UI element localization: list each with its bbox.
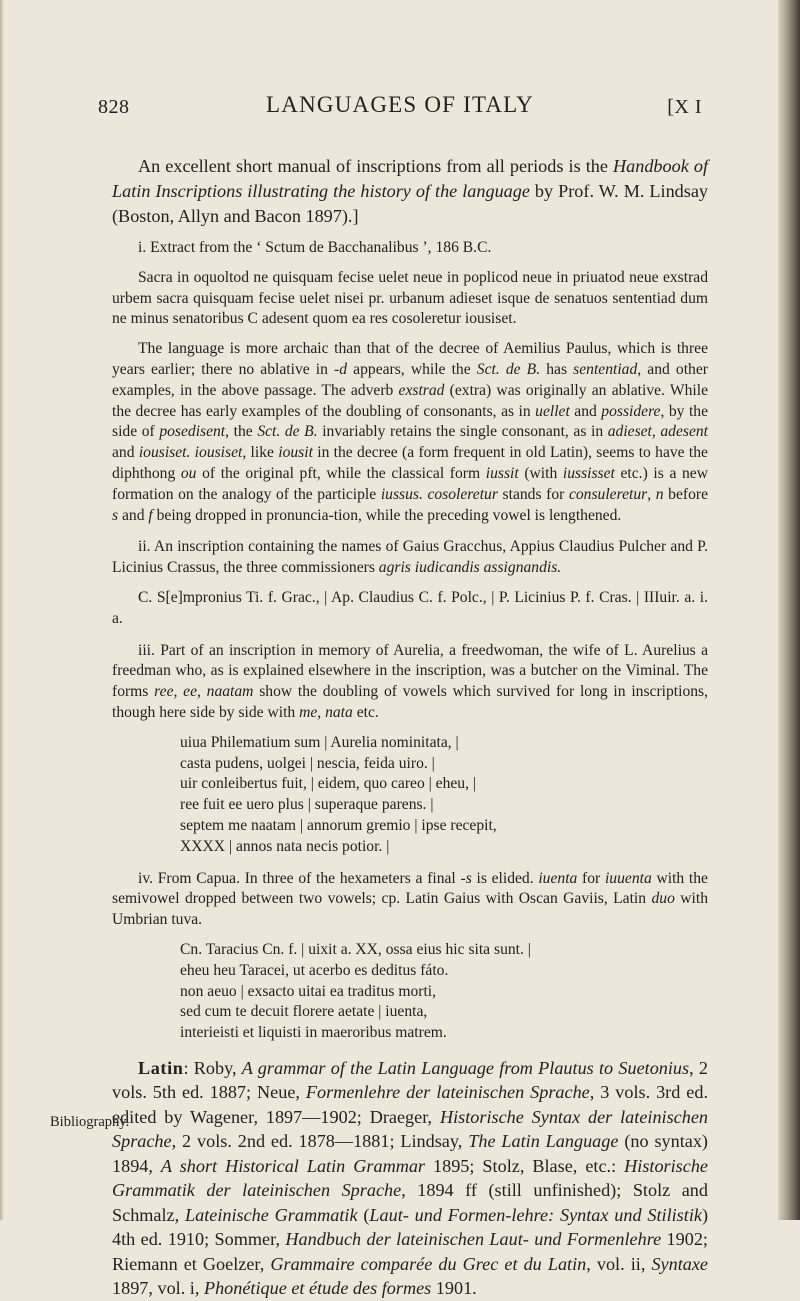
verse-line: uiua Philematium sum | Aurelia nominitata, | [180, 733, 459, 751]
verse-line: eheu heu Taracei, ut acerbo es deditus fáto. [180, 961, 449, 979]
verse-line: interieisti et liquisti in maeroribus matrem. [180, 1024, 447, 1042]
item-4-description: iv. From Capua. In three of the hexameters a final -s is elided. iuenta for iuuenta with the semivowel dropped between two vowels; cp. Latin Gaius with Oscan Gaviis, Latin duo with Umbrian tuva. [112, 869, 708, 929]
verse-line: ree fuit ee uero plus | superaque parens. | [180, 796, 434, 814]
verse-line: Cn. Taracius Cn. f. | uixit a. XX, ossa eius hic sita sunt. | [180, 940, 531, 958]
item-2-description: ii. An inscription containing the names of Gaius Gracchus, Appius Claudius Pulcher and P. Licinius Crassus, the three commissioners agris iudicandis assignandis. [112, 538, 708, 577]
verse-line: casta pudens, uolgei | nescia, feida uiro. | [180, 754, 435, 772]
running-header [98, 92, 702, 128]
intro-paragraph: An excellent short manual of inscriptions from all periods is the Handbook of Latin Inscriptions illustrating the history of the language by Prof. W. M. Lindsay (Boston, Allyn and Bacon 1897).] [112, 156, 709, 226]
verse-line: uir conleibertus fuit, | eidem, quo careo | eheu, | [180, 775, 477, 793]
book-spine-shadow [778, 0, 800, 1220]
verse-line: septem me naatam | annorum gremio | ipse recepit, [180, 816, 497, 834]
verse-line: non aeuo | exsacto uitai ea traditus morti, [180, 982, 437, 1000]
item-1-heading: i. Extract from the ‘ Sctum de Bacchanalibus ’, 186 B.C. [138, 239, 492, 256]
item-3-description: iii. Part of an inscription in memory of Aurelia, a freedwoman, the wife of L. Aurelius a freedman who, as is explained elsewhere in the inscription, was a butcher on the Viminal. The forms ree, ee, naatam show the doubling of vowels which survived for long in inscriptions, though here side by side with me, nata etc. [112, 641, 708, 721]
page-number: 828 [98, 96, 130, 118]
bibliography-heading: Latin [138, 1057, 184, 1078]
verse-line: XXXX | annos nata necis potior. | [180, 837, 390, 855]
running-title: LANGUAGES OF ITALY [266, 92, 534, 117]
item-2-inscription: C. S[e]mpronius Ti. f. Grac., | Ap. Claudius C. f. Polc., | P. Licinius P. f. Cras. | IIIuir. a. i. a. [112, 588, 708, 627]
bibliography-paragraph: Latin: Roby, A grammar of the Latin Language from Plautus to Suetonius, 2 vols. 5th ed. 1887; Neue, Formenlehre der lateinischen Sprache, 3 vols. 3rd ed. edited by Wagener, 1897—1902; Draeger, Historische Syntax der lateinischen Sprache, 2 vols. 2nd ed. 1878—1881; Lindsay, The Latin Language (no syntax) 1894, A short Historical Latin Grammar 1895; Stolz, Blase, etc.: Historische Grammatik der lateinischen Sprache, 1894 ff (still unfinished); Stolz and Schmalz, Lateinische Grammatik (Laut- und Formen-lehre: Syntax und Stilistik) 4th ed. 1910; Sommer, Handbuch der lateinischen Laut- und Formenlehre 1902; Riemann et Goelzer, Grammaire comparée du Grec et du Latin, vol. ii, Syntaxe 1897, vol. i, Phonétique et étude des formes 1901. Bibliography. [112, 1056, 708, 1301]
bibliography-side-label: Bibliography. [50, 1113, 130, 1130]
item-1-inscription: Sacra in oquoltod ne quisquam fecise uelet neue in poplicod neue in priuatod neue exstrad urbem sacra quisquam fecise uelet nisei pr. urbanum adieset isque de senatuos sententiad dum ne minus senatoribus C adesent quom ea res cosoleretur iousiset. [112, 268, 708, 328]
item-1-commentary: The language is more archaic than that of the decree of Aemilius Paulus, which is three years earlier; there no ablative in -d appears, while the Sct. de B. has sententiad, and other examples, in the above passage. The adverb exstrad (extra) was originally an ablative. While the decree has early examples of the doubling of consonants, as in uellet and possidere, by the side of posedisent, the Sct. de B. invariably retains the single consonant, as in adieset, adesent and iousiset. iousiset, like iousit in the decree (a form frequent in old Latin), seems to have the diphthong ou of the original pft, while the classical form iussit (with iussisset etc.) is a new formation on the analogy of the participle iussus. cosoleretur stands for consuleretur, n before s and f being dropped in pronuncia-tion, while the preceding vowel is lengthened. [112, 340, 709, 524]
item-3-verse [180, 733, 708, 858]
verse-line: sed cum te decuit florere aetate | iuenta, [180, 1003, 428, 1021]
page-body [50, 154, 709, 1301]
item-4-verse [180, 940, 708, 1044]
section-mark: [X I [667, 96, 702, 118]
